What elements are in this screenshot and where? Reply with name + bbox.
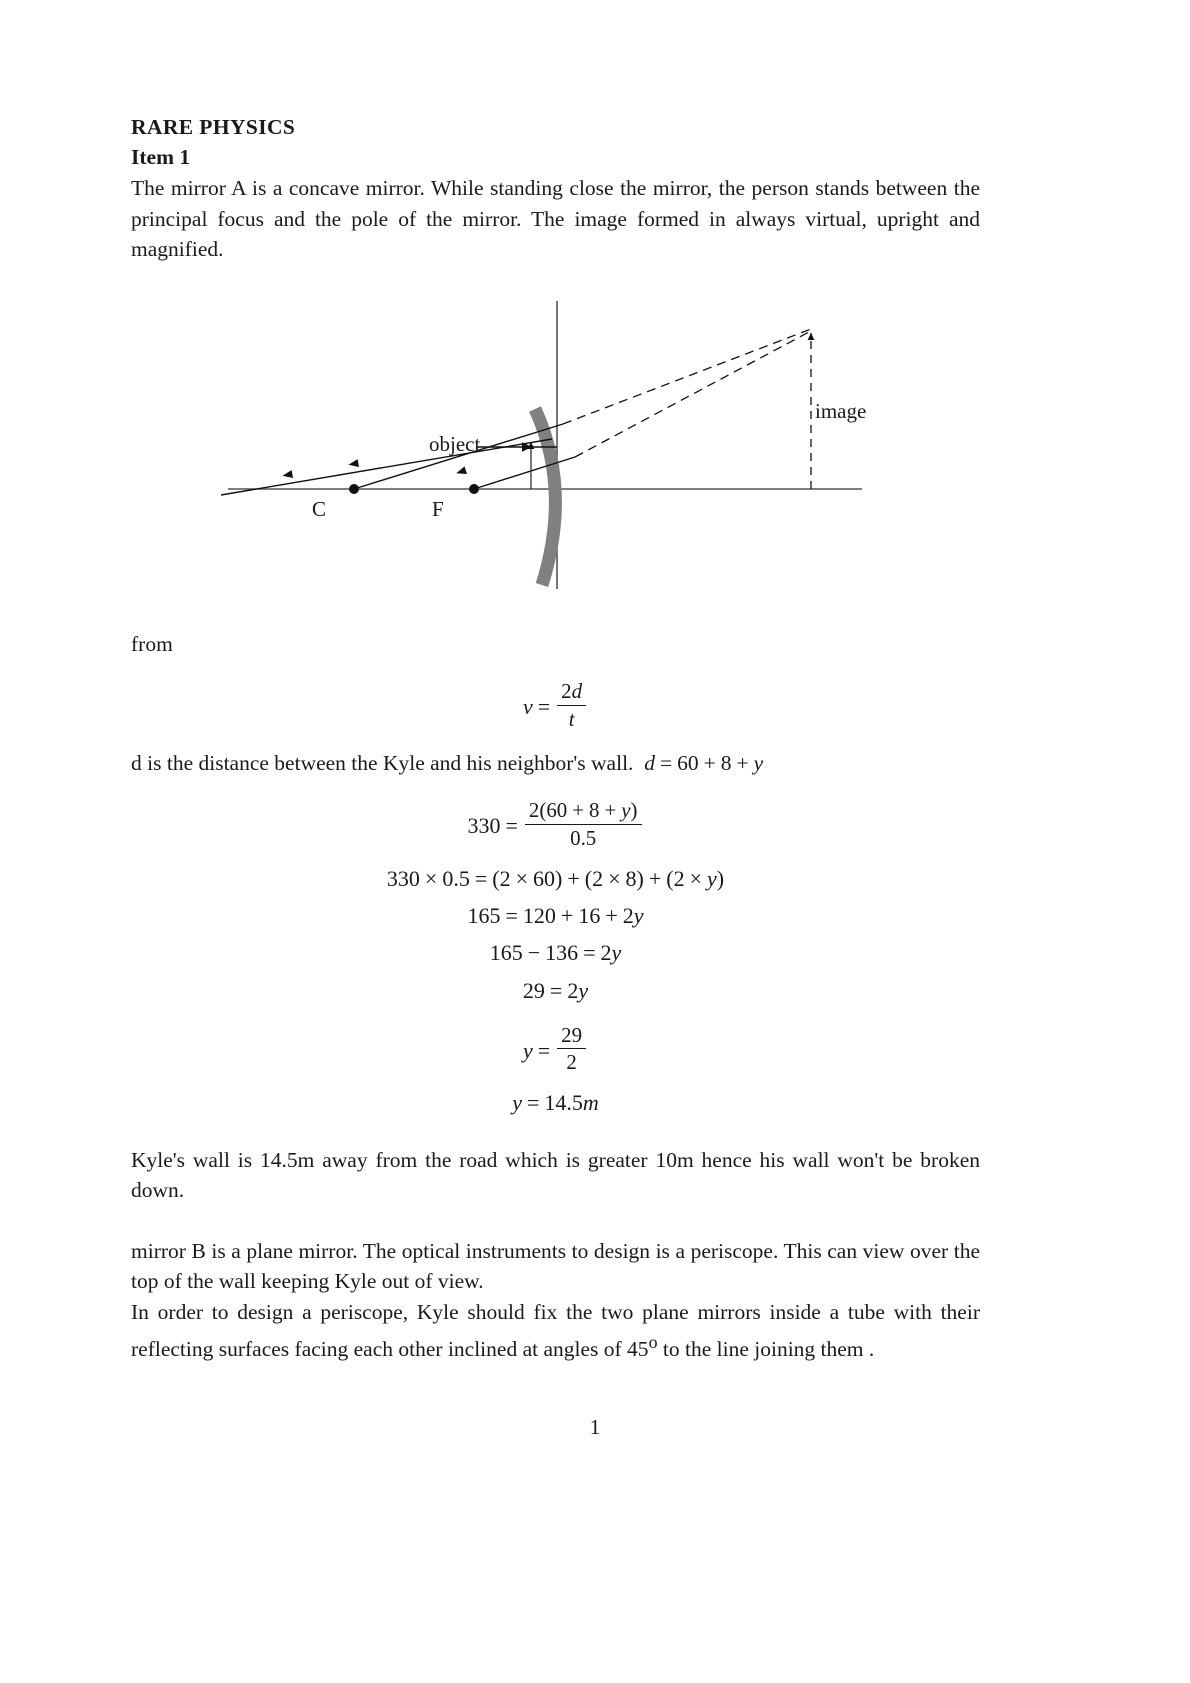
eq2-plus-1: + bbox=[567, 865, 580, 891]
eq6-numerator: 29 bbox=[557, 1023, 586, 1050]
focus-point bbox=[469, 484, 479, 494]
page-title: RARE PHYSICS bbox=[131, 115, 296, 139]
eq2-g1-times: × bbox=[515, 865, 528, 891]
item-heading: Item 1 bbox=[131, 145, 191, 169]
eq5-b-symbol: y bbox=[578, 977, 589, 1003]
eq2-g2-times: × bbox=[608, 865, 621, 891]
d-symbol: d bbox=[644, 750, 655, 775]
eq4-minus: − bbox=[527, 940, 541, 966]
reflected-ray-arrowhead-2 bbox=[282, 470, 293, 480]
eq2-g1-close: ) bbox=[555, 865, 563, 891]
eq2-g3-a: 2 bbox=[673, 865, 685, 891]
document-content bbox=[131, 112, 980, 1365]
fraction-denominator: t bbox=[568, 706, 575, 731]
equation-5 bbox=[131, 979, 980, 1003]
eq2-times-1: × bbox=[424, 865, 438, 891]
eq3-b: 16 bbox=[578, 903, 601, 929]
eq2-g2-close: ) bbox=[636, 865, 644, 891]
d-equals: = bbox=[659, 750, 673, 775]
mirror-b-paragraph: mirror B is a plane mirror. The optical instruments to design is a periscope. This can view over the top of the wall keeping Kyle out of view. bbox=[131, 1238, 980, 1294]
ray-diagram-svg bbox=[131, 299, 980, 629]
paragraph-spacer bbox=[131, 1206, 980, 1236]
equation-7 bbox=[131, 1091, 980, 1115]
eq1-equals: = bbox=[505, 813, 518, 839]
eq2-g3-times: × bbox=[689, 865, 702, 891]
eq1-num-close-paren: ) bbox=[630, 798, 638, 823]
eq4-c-symbol: y bbox=[611, 940, 622, 966]
eq2-g3-b: y bbox=[707, 865, 717, 891]
eq1-denominator: 0.5 bbox=[570, 825, 597, 850]
eq3-plus-2: + bbox=[605, 903, 618, 929]
concave-mirror-arc bbox=[535, 409, 555, 585]
velocity-symbol: v bbox=[522, 694, 533, 720]
d-definition-line bbox=[131, 748, 980, 779]
eq3-plus-1: + bbox=[560, 903, 574, 929]
eq2-g3-open: ( bbox=[666, 865, 674, 891]
eq2-b: 0.5 bbox=[442, 865, 470, 891]
ray-from-focus-arrowhead bbox=[455, 466, 467, 477]
d-term-3: y bbox=[753, 750, 764, 775]
eq1-lhs: 330 bbox=[467, 813, 501, 839]
eq3-lhs: 165 bbox=[467, 903, 501, 929]
page-number: 1 bbox=[589, 1415, 601, 1439]
conclusion-paragraph: Kyle's wall is 14.5m away from the road which is greater 10m hence his wall won't be broken down. bbox=[131, 1147, 980, 1203]
eq2-equals: = bbox=[474, 865, 488, 891]
eq1-num-a: 60 bbox=[546, 798, 568, 823]
eq1-num-plus-2: + bbox=[604, 798, 617, 823]
eq2-g1-a: 2 bbox=[499, 865, 511, 891]
eq1-numerator bbox=[525, 798, 642, 825]
eq2-g2-a: 2 bbox=[592, 865, 604, 891]
eq3-c-coefficient: 2 bbox=[622, 903, 634, 929]
eq2-g2-open: ( bbox=[584, 865, 593, 891]
equation-6 bbox=[131, 1023, 980, 1076]
eq2-g1-open: ( bbox=[492, 865, 500, 891]
periscope-text-part1: In order to design a periscope, Kyle should fix the two plane mirrors inside a tube with their reflecting surfaces facing each other inclined at angles of 45 bbox=[131, 1299, 980, 1362]
eq2-a: 330 bbox=[386, 865, 420, 891]
degree-superscript: o bbox=[648, 1332, 658, 1353]
eq5-b-coefficient: 2 bbox=[567, 977, 579, 1003]
eq7-lhs: y bbox=[512, 1090, 522, 1116]
reflected-ray-through-focus bbox=[221, 439, 552, 495]
concave-mirror-ray-diagram bbox=[131, 299, 980, 629]
equation-velocity bbox=[131, 679, 980, 732]
equals-sign: = bbox=[537, 694, 551, 720]
eq7-value: 14.5 bbox=[544, 1090, 583, 1116]
eq5-equals: = bbox=[549, 977, 563, 1003]
eq3-equals: = bbox=[505, 903, 518, 929]
spacer-after-equations bbox=[131, 1129, 980, 1145]
eq7-unit: m bbox=[582, 1090, 599, 1116]
eq4-a: 165 bbox=[489, 940, 523, 966]
label-image: image bbox=[815, 398, 867, 423]
eq2-plus-2: + bbox=[648, 865, 662, 891]
eq2-g1-b: 60 bbox=[533, 865, 555, 891]
equation-1 bbox=[131, 798, 980, 851]
centre-of-curvature-point bbox=[349, 484, 359, 494]
eq6-denominator: 2 bbox=[566, 1050, 577, 1075]
d-plus-1: + bbox=[703, 750, 716, 775]
eq6-fraction bbox=[557, 1023, 586, 1076]
reflected-ray-arrowhead-1 bbox=[348, 459, 359, 469]
d-term-1: 60 bbox=[677, 750, 699, 775]
d-plus-2: + bbox=[736, 750, 749, 775]
virtual-ray-1 bbox=[563, 329, 811, 424]
periscope-paragraph bbox=[131, 1297, 980, 1365]
eq6-lhs: y bbox=[522, 1037, 533, 1063]
equation-block bbox=[131, 798, 980, 1115]
d-term-2: 8 bbox=[720, 750, 732, 775]
eq1-num-b: 8 bbox=[589, 798, 600, 823]
eq3-c-symbol: y bbox=[633, 903, 644, 929]
eq1-num-coefficient: 2 bbox=[528, 798, 540, 823]
equation-4 bbox=[131, 941, 980, 965]
fraction-numerator bbox=[557, 679, 586, 706]
eq7-equals: = bbox=[526, 1090, 540, 1116]
eq1-num-y: y bbox=[621, 798, 631, 823]
eq5-a: 29 bbox=[522, 977, 545, 1003]
d-definition-text: d is the distance between the Kyle and his neighbor's wall. bbox=[131, 750, 634, 775]
label-object: object bbox=[429, 431, 481, 456]
equation-2 bbox=[131, 867, 980, 891]
eq4-c-coefficient: 2 bbox=[600, 940, 612, 966]
label-focus: F bbox=[432, 496, 444, 521]
numerator-coefficient: 2 bbox=[561, 679, 572, 703]
eq1-num-plus-1: + bbox=[572, 798, 585, 823]
from-label: from bbox=[131, 631, 173, 656]
label-centre-of-curvature: C bbox=[312, 496, 327, 521]
numerator-symbol: d bbox=[571, 679, 583, 703]
eq2-g2-b: 8 bbox=[625, 865, 637, 891]
eq4-b: 136 bbox=[545, 940, 579, 966]
eq6-equals: = bbox=[537, 1037, 551, 1063]
eq2-g3-close: ) bbox=[716, 865, 725, 891]
eq1-fraction bbox=[525, 798, 642, 851]
periscope-text-part2: to the line joining them . bbox=[657, 1337, 875, 1362]
eq4-equals: = bbox=[583, 940, 596, 966]
equation-3 bbox=[131, 904, 980, 928]
eq3-a: 120 bbox=[522, 903, 556, 929]
eq1-num-open-paren: ( bbox=[539, 798, 547, 823]
intro-paragraph: The mirror A is a concave mirror. While standing close the mirror, the person stands between the principal focus and the pole of the mirror. The image formed in always virtual, upright and magnified. bbox=[131, 176, 980, 261]
virtual-ray-2 bbox=[575, 332, 809, 457]
fraction-2d-over-t bbox=[557, 679, 586, 732]
